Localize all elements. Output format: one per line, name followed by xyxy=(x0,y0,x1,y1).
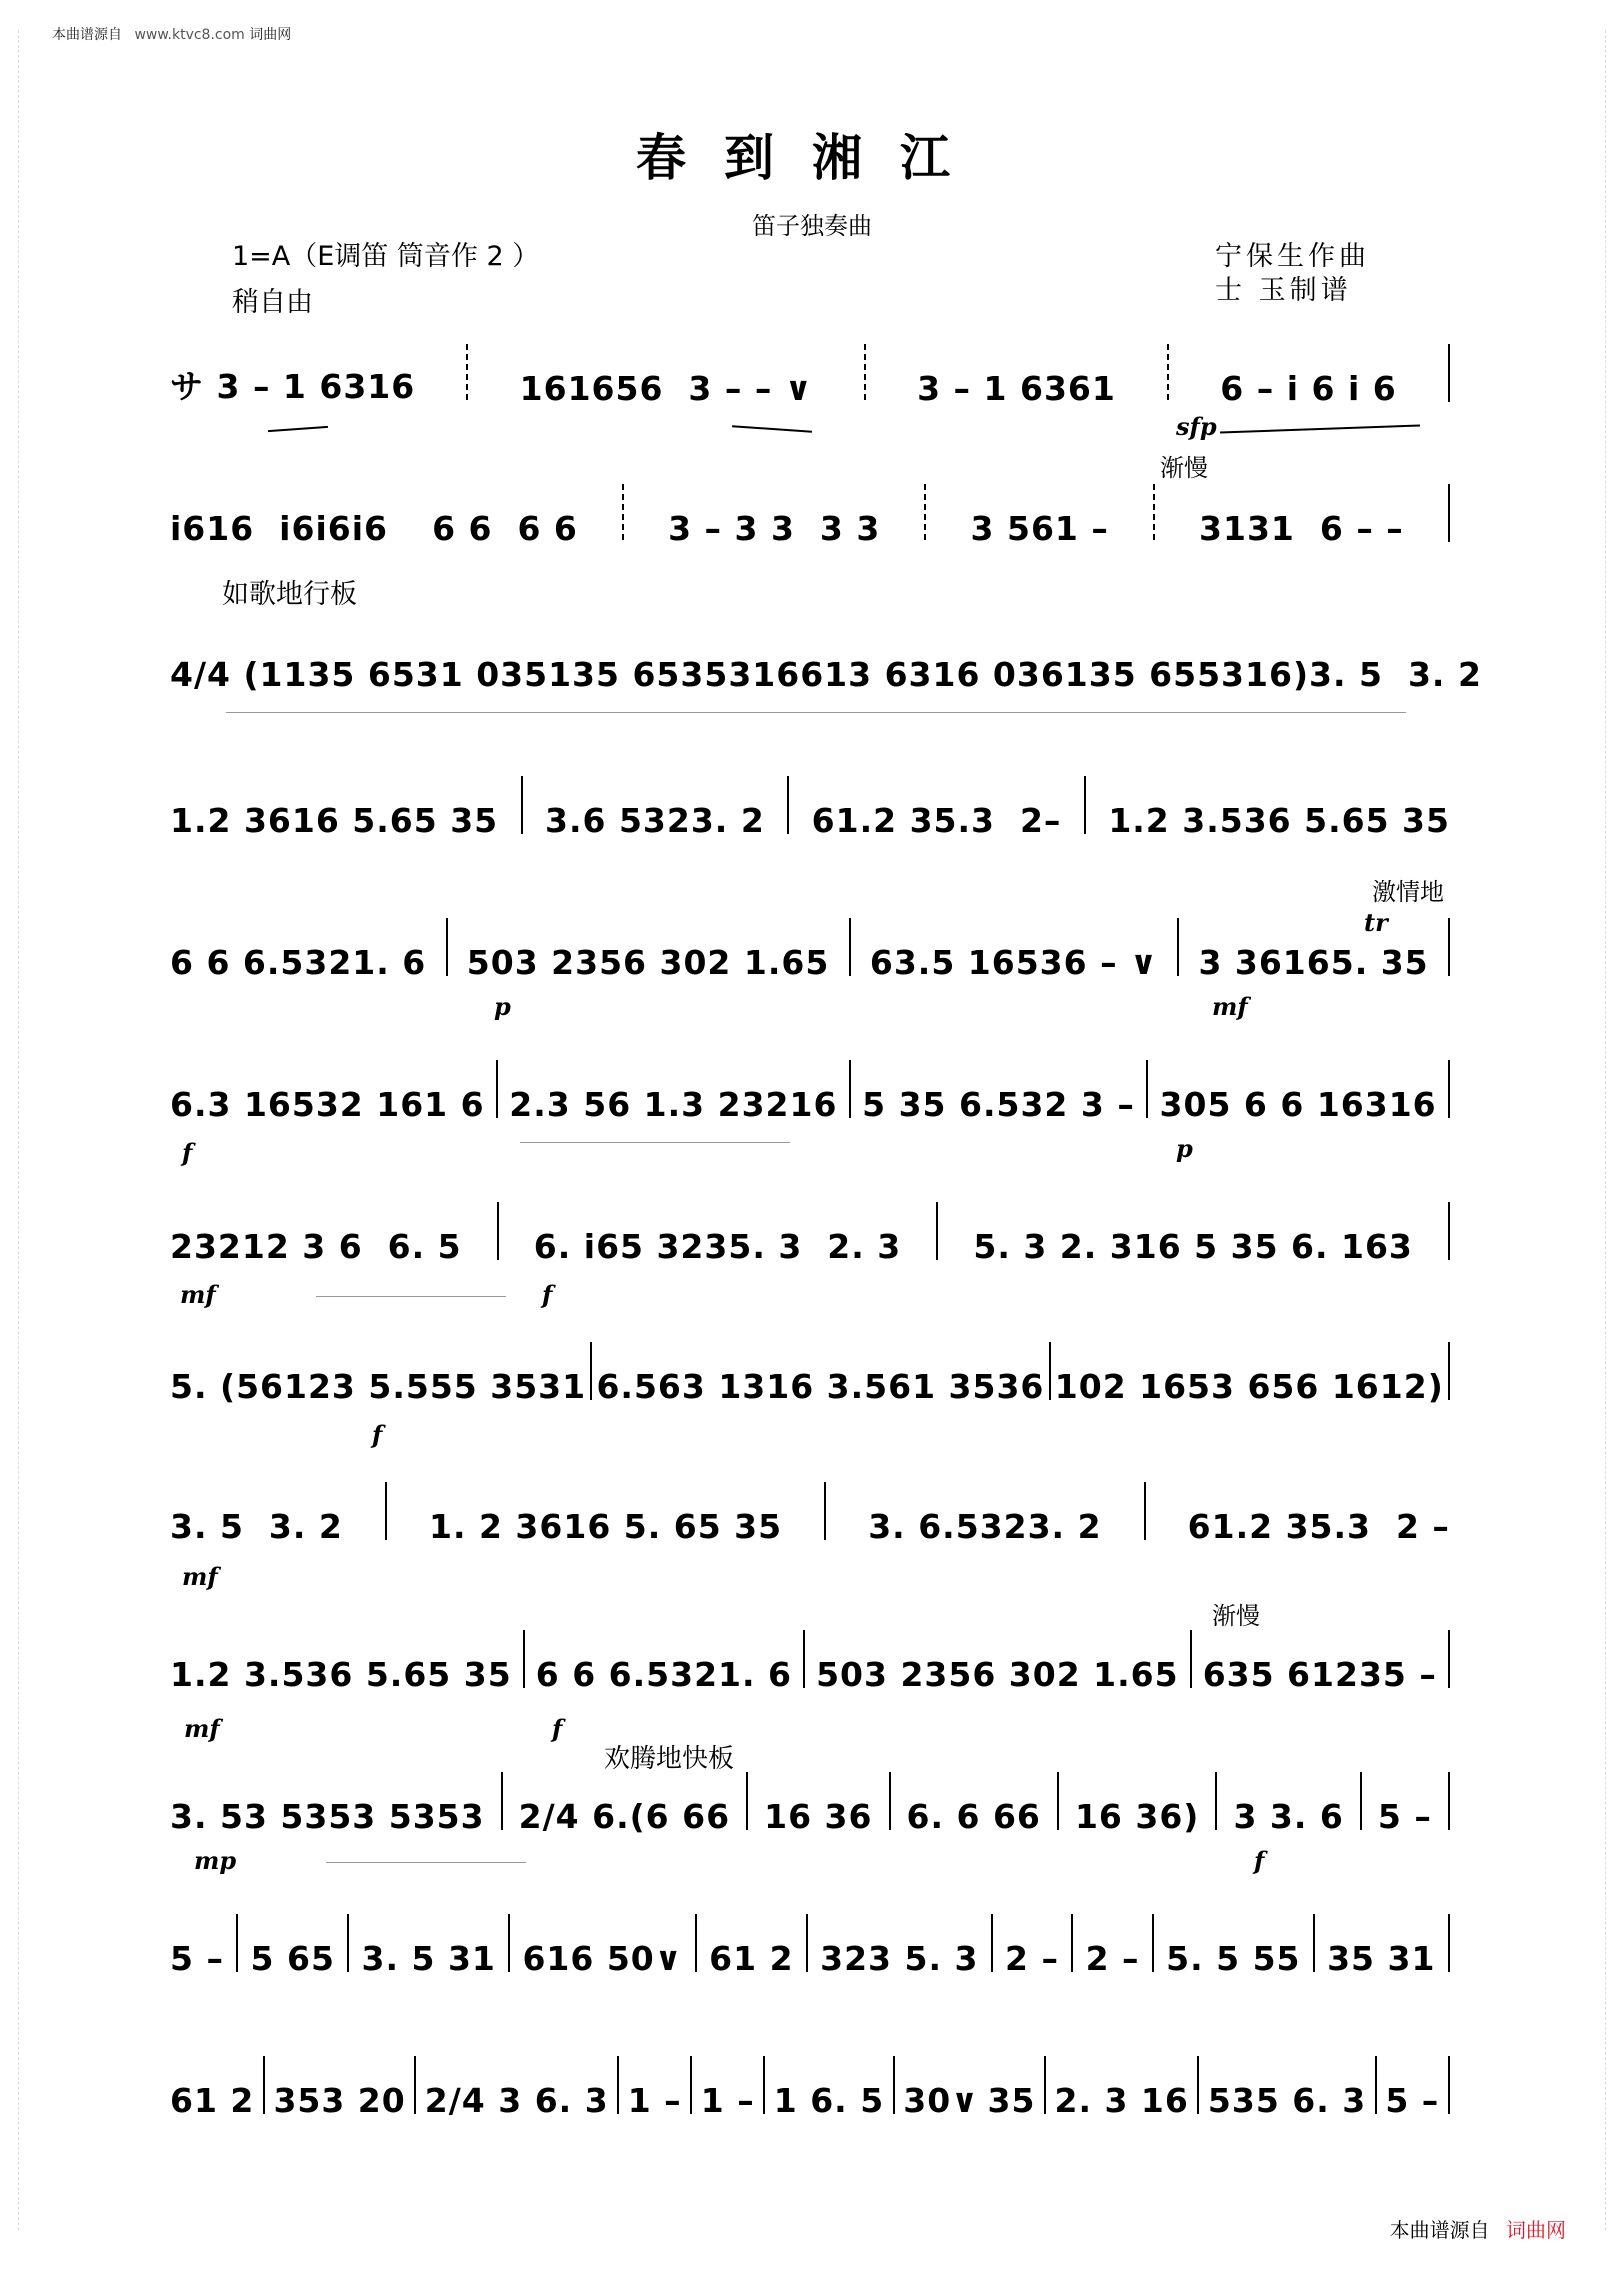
measure: 61 2 xyxy=(170,2081,255,2120)
notation-row xyxy=(170,1766,1450,1836)
measure: 5 – xyxy=(170,1939,224,1978)
barline xyxy=(763,2056,765,2114)
barline xyxy=(497,1202,499,1260)
barline xyxy=(1448,1342,1450,1400)
measure: 1.2 3.536 5.65 35 xyxy=(1108,801,1450,840)
barline xyxy=(622,484,624,542)
barline xyxy=(1215,1772,1217,1830)
measure: 503 2356 302 1.65 xyxy=(466,943,830,982)
measure: 3 – 3 3 3 3 xyxy=(668,509,881,548)
barline xyxy=(803,1630,805,1688)
measure: 1.2 3616 5.65 35 xyxy=(170,801,499,840)
notation-row xyxy=(170,1624,1450,1694)
notation-row xyxy=(170,2050,1450,2120)
measure: 61 2 xyxy=(709,1939,794,1978)
source-url[interactable]: www.ktvc8.com xyxy=(134,27,245,43)
barline xyxy=(1190,1630,1192,1688)
source-label: 本曲谱源自 xyxy=(52,27,122,43)
measure: 6. i65 3235. 3 2. 3 xyxy=(533,1227,902,1266)
barline xyxy=(991,1914,993,1972)
dynamic-mark: tr xyxy=(1364,908,1388,937)
measure: 3131 6 – – xyxy=(1199,509,1404,548)
measure: 16 36) xyxy=(1074,1797,1200,1836)
notation-row xyxy=(170,338,1450,408)
barline xyxy=(385,1482,387,1540)
barline xyxy=(1177,918,1179,976)
measure: 3 36165. 35 xyxy=(1198,943,1429,982)
measure: 2. 3 16 xyxy=(1054,2081,1189,2120)
barline xyxy=(849,1060,851,1118)
measure: 5 65 xyxy=(250,1939,335,1978)
measure: 2/4 3 6. 3 xyxy=(424,2081,609,2120)
dynamic-mark: p xyxy=(1176,1134,1193,1163)
dynamic-mark: mp xyxy=(194,1846,237,1875)
barline xyxy=(466,344,468,402)
measure: 5 35 6.532 3 – xyxy=(862,1085,1135,1124)
measure: 3. 53 5353 5353 xyxy=(170,1797,485,1836)
barline xyxy=(1044,2056,1046,2114)
barline xyxy=(508,1914,510,1972)
measure: 63.5 16536 – ∨ xyxy=(869,943,1158,982)
measure: 3 – 1 6361 xyxy=(917,369,1116,408)
barline xyxy=(496,1060,498,1118)
dynamic-mark: f xyxy=(372,1420,383,1449)
barline xyxy=(1448,918,1450,976)
barline xyxy=(501,1772,503,1830)
measure: 3 561 – xyxy=(970,509,1109,548)
notation-row xyxy=(170,1196,1450,1266)
tempo-marking: 渐慢 xyxy=(1160,454,1208,482)
decrescendo-hairpin xyxy=(732,425,812,433)
barline xyxy=(1448,1202,1450,1260)
barline xyxy=(1360,1772,1362,1830)
barline xyxy=(849,918,851,976)
measure: 30∨ xyxy=(903,2081,979,2120)
barline xyxy=(1313,1914,1315,1972)
key-signature: 1=A（E调笛 筒音作 2 ） xyxy=(232,241,540,272)
crescendo-hairpin xyxy=(326,1862,526,1863)
barline xyxy=(787,776,789,834)
barline xyxy=(864,344,866,402)
barline xyxy=(1448,1630,1450,1688)
measure: 5 – xyxy=(1385,2081,1440,2120)
measure: 616 50∨ xyxy=(522,1939,683,1978)
measure: 5. (56123 5.555 3531 xyxy=(170,1367,587,1406)
barline xyxy=(236,1914,238,1972)
notation-row xyxy=(170,1476,1450,1546)
barline xyxy=(746,1772,748,1830)
measure: 3. 6.5323. 2 xyxy=(868,1507,1102,1546)
barline xyxy=(806,1914,808,1972)
measure: 5. 5 55 xyxy=(1166,1939,1301,1978)
measure: 1 6. 5 xyxy=(773,2081,885,2120)
barline xyxy=(1448,344,1450,402)
measure: 4/4 (1135 6531 035135 653531 xyxy=(170,655,777,694)
dynamic-mark: sfp xyxy=(1176,412,1217,441)
tempo-marking: 渐慢 xyxy=(1212,1602,1260,1630)
measure: 6.3 16532 161 6 xyxy=(170,1085,485,1124)
barline xyxy=(446,918,448,976)
barline xyxy=(523,1630,525,1688)
barline xyxy=(1197,2056,1199,2114)
notation-row xyxy=(170,478,1450,548)
footer-label: 本曲谱源自 xyxy=(1389,2218,1490,2242)
measure: 161656 3 – – ∨ xyxy=(519,369,813,408)
measure: 6613 6316 036135 655316) xyxy=(776,655,1310,694)
measure: 35 31 xyxy=(1327,1939,1436,1978)
dynamic-mark: f xyxy=(542,1280,553,1309)
barline xyxy=(1448,1772,1450,1830)
barline xyxy=(1152,1914,1154,1972)
measure: 1.2 3.536 5.65 35 xyxy=(170,1655,512,1694)
notation-row xyxy=(170,1336,1450,1406)
measure: 6 6 6.5321. 6 xyxy=(535,1655,792,1694)
tempo-marking: 如歌地行板 xyxy=(222,579,357,610)
notation-row xyxy=(170,624,1482,694)
measure: 6 6 6 6 xyxy=(432,509,578,548)
measure: 635 61235 – xyxy=(1202,1655,1437,1694)
dynamic-mark: mf xyxy=(184,1714,220,1743)
measure: 61.2 35.3 2– xyxy=(811,801,1062,840)
barline xyxy=(1167,344,1169,402)
barline xyxy=(521,776,523,834)
notation-row xyxy=(170,1908,1450,1978)
barline xyxy=(1448,484,1450,542)
measure: 3. 5 31 xyxy=(361,1939,496,1978)
measure: 305 6 6 16316 xyxy=(1159,1085,1437,1124)
dynamic-mark: f xyxy=(182,1138,193,1167)
measure: 2.3 56 1.3 23216 xyxy=(509,1085,838,1124)
measure: 6 6 6.5321. 6 xyxy=(170,943,427,982)
measure: 61.2 35.3 2 – xyxy=(1187,1507,1450,1546)
measure: 6.563 1316 3.561 3536 xyxy=(596,1367,1045,1406)
measure: 5 – xyxy=(1377,1797,1432,1836)
dynamic-mark: f xyxy=(552,1714,563,1743)
measure: 3.6 5323. 2 xyxy=(545,801,765,840)
measure: i616 i6i6i6 xyxy=(170,509,388,548)
measure: 3. 5 3. 2 xyxy=(1309,655,1482,694)
measure: サ 3 – 1 6316 xyxy=(170,367,416,406)
dynamic-mark: mf xyxy=(1212,992,1248,1021)
measure: 23212 3 6 6. 5 xyxy=(170,1227,462,1266)
barline xyxy=(1144,1482,1146,1540)
notation-row xyxy=(170,912,1450,982)
source-footer xyxy=(1390,2214,1566,2243)
measure: 353 20 xyxy=(273,2081,406,2120)
barline xyxy=(1448,2056,1450,2114)
score-title: 春到湘江 xyxy=(636,128,988,187)
dynamic-mark: f xyxy=(1254,1846,1265,1875)
measure: 535 6. 3 xyxy=(1207,2081,1367,2120)
measure: 1 – xyxy=(700,2081,755,2120)
score-subtitle: 笛子独奏曲 xyxy=(752,212,872,240)
barline xyxy=(1448,1060,1450,1118)
measure: 503 2356 302 1.65 xyxy=(816,1655,1179,1694)
measure: 102 1653 656 1612) xyxy=(1054,1367,1444,1406)
barline xyxy=(1448,1914,1450,1972)
measure: 6. 6 66 xyxy=(906,1797,1041,1836)
crescendo-hairpin xyxy=(316,1296,506,1297)
barline xyxy=(1375,2056,1377,2114)
dynamic-mark: mf xyxy=(180,1280,216,1309)
barline xyxy=(347,1914,349,1972)
notation-row xyxy=(170,1054,1450,1124)
barline xyxy=(690,2056,692,2114)
barline xyxy=(414,2056,416,2114)
hairpin-row xyxy=(226,712,1406,713)
footer-site-link[interactable]: 词曲网 xyxy=(1506,2218,1566,2242)
crescendo-hairpin xyxy=(1220,425,1420,434)
left-watermark-strip xyxy=(0,30,19,2230)
composer-credit: 宁保生作曲 xyxy=(1215,241,1370,272)
barline xyxy=(824,1482,826,1540)
tempo-marking: 欢腾地快板 xyxy=(604,1744,735,1774)
barline xyxy=(1049,1342,1051,1400)
barline xyxy=(1146,1060,1148,1118)
measure: 5. 3 2. 316 5 35 6. 163 xyxy=(973,1227,1413,1266)
source-header xyxy=(52,24,291,44)
crescendo-hairpin xyxy=(520,1142,790,1143)
measure: 323 5. 3 xyxy=(820,1939,979,1978)
measure: 6 – i 6 i 6 xyxy=(1220,369,1397,408)
right-watermark-strip xyxy=(1605,30,1624,2230)
barline xyxy=(1153,484,1155,542)
barline xyxy=(695,1914,697,1972)
barline xyxy=(936,1202,938,1260)
measure: 2 – xyxy=(1085,1939,1140,1978)
crescendo-hairpin xyxy=(268,426,328,432)
notation-row xyxy=(170,770,1450,840)
dynamic-mark: p xyxy=(494,992,511,1021)
barline xyxy=(263,2056,265,2114)
arranger-credit: 士 玉制谱 xyxy=(1215,275,1352,306)
tempo-marking: 激情地 xyxy=(1372,878,1444,906)
barline xyxy=(1084,776,1086,834)
measure: 1. 2 3616 5. 65 35 xyxy=(429,1507,783,1546)
barline xyxy=(617,2056,619,2114)
barline xyxy=(1071,1914,1073,1972)
dynamic-mark: mf xyxy=(182,1562,218,1591)
measure: 3. 5 3. 2 xyxy=(170,1507,343,1546)
measure: 1 – xyxy=(627,2081,682,2120)
measure: 35 xyxy=(987,2081,1036,2120)
barline xyxy=(924,484,926,542)
barline xyxy=(1057,1772,1059,1830)
barline xyxy=(889,1772,891,1830)
tempo-marking: 稍自由 xyxy=(232,287,313,318)
source-site[interactable]: 词曲网 xyxy=(249,27,292,43)
measure: 2/4 6.(6 66 xyxy=(518,1797,731,1836)
barline xyxy=(590,1342,592,1400)
measure: 3 3. 6 xyxy=(1233,1797,1344,1836)
measure: 2 – xyxy=(1005,1939,1059,1978)
barline xyxy=(893,2056,895,2114)
measure: 16 36 xyxy=(764,1797,873,1836)
